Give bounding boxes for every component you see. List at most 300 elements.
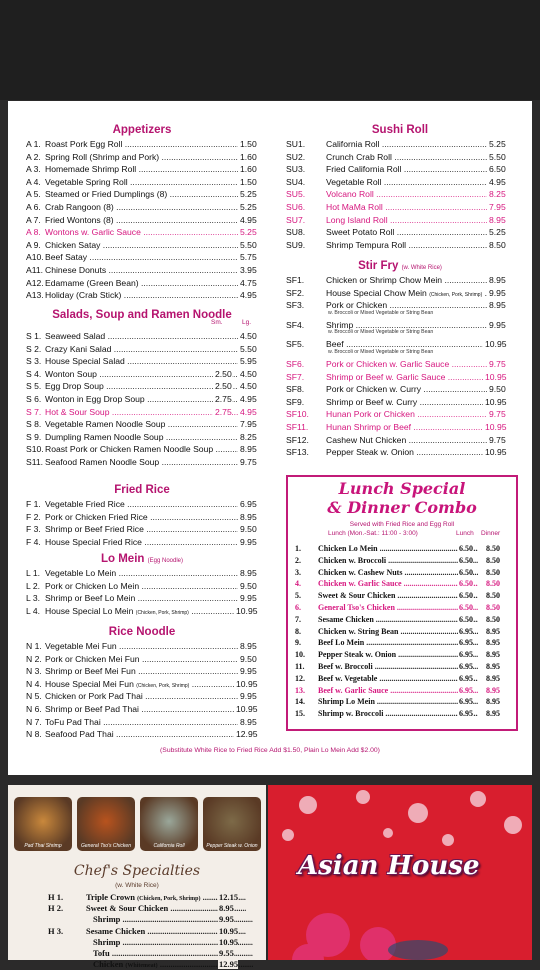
menu-item-row bbox=[286, 164, 514, 177]
item-code: A 5. bbox=[26, 189, 41, 200]
item-name bbox=[45, 278, 238, 288]
item-name-text: House Special Lo Mein bbox=[45, 605, 134, 616]
item-name bbox=[45, 369, 238, 379]
combo-dinner-price: 8.95 bbox=[486, 638, 500, 648]
combo-lunch-price: 6.95 bbox=[459, 626, 473, 636]
section-title-text: Fried Rice bbox=[114, 484, 170, 496]
combo-lunch-price: 6.50 bbox=[459, 614, 473, 624]
item-name bbox=[326, 275, 487, 285]
item-name bbox=[45, 152, 238, 162]
stir-fry-title bbox=[286, 260, 514, 272]
menu-item-row bbox=[26, 240, 258, 253]
section-title-text: Appetizers bbox=[112, 124, 172, 136]
item-name bbox=[45, 581, 238, 591]
item-name-text: Pork or Chicken Lo Mein bbox=[45, 580, 140, 591]
menu-item-row bbox=[26, 512, 258, 525]
fried-rice-title bbox=[26, 484, 258, 496]
item-price: 6.95 bbox=[240, 499, 257, 509]
combo-item-row bbox=[288, 697, 516, 709]
item-price: 5.25 bbox=[489, 139, 506, 149]
section-subtitle: (Egg Noodle) bbox=[147, 558, 183, 564]
item-price: 9.50 bbox=[240, 524, 257, 535]
item-name bbox=[45, 177, 238, 187]
combo-dinner-price: 8.95 bbox=[486, 626, 500, 636]
item-price: 1.60 bbox=[240, 151, 257, 162]
chef-item-name-text: Triple Crown bbox=[86, 892, 136, 902]
item-code: SU9. bbox=[286, 239, 306, 250]
item-price-small: 2.50 bbox=[215, 368, 232, 379]
combo-item-name bbox=[318, 638, 478, 647]
combo-item-name bbox=[318, 674, 478, 683]
menu-item-row bbox=[286, 384, 514, 397]
item-code: F 1. bbox=[26, 499, 41, 509]
item-price: 5.25 bbox=[489, 227, 506, 238]
item-code: A 6. bbox=[26, 202, 41, 212]
chef-specialties-panel bbox=[8, 785, 266, 970]
combo-item-row bbox=[288, 650, 516, 662]
item-code: N 6. bbox=[26, 704, 42, 714]
item-name-text: Pepper Steak w. Onion bbox=[326, 447, 414, 458]
item-name-text: Holiday (Crab Stick) bbox=[45, 290, 122, 301]
combo-lunch-price: 6.95 bbox=[459, 673, 473, 683]
item-price: 5.25 bbox=[240, 189, 257, 200]
item-name-text: Seafood Pad Thai bbox=[45, 729, 114, 740]
item-code: N 3. bbox=[26, 666, 42, 677]
combo-item-name-text: Sesame Chicken bbox=[318, 614, 374, 624]
item-name bbox=[45, 524, 238, 534]
combo-item-row bbox=[288, 591, 516, 603]
item-name-text: Steamed or Fried Dumplings (8) bbox=[45, 189, 168, 200]
menu-item-row bbox=[26, 369, 258, 382]
combo-hours: Lunch (Mon.-Sat.: 11:00 - 3:00) bbox=[328, 530, 418, 537]
combo-lunch-price: 6.50 bbox=[459, 555, 473, 565]
item-name bbox=[45, 265, 238, 275]
combo-lunch-price: 6.95 bbox=[459, 650, 473, 660]
item-name-text: Hunan Shrimp or Beef bbox=[326, 422, 412, 432]
item-code: SF5. bbox=[286, 339, 305, 350]
item-code: S 1. bbox=[26, 331, 42, 341]
menu-item-row bbox=[26, 189, 258, 202]
chef-item-row bbox=[48, 903, 258, 914]
item-name-text: Spring Roll (Shrimp and Pork) bbox=[45, 151, 160, 162]
combo-item-name bbox=[318, 627, 478, 636]
menu-item-row bbox=[286, 275, 514, 288]
combo-item-row bbox=[288, 627, 516, 639]
item-code: SF9. bbox=[286, 396, 305, 407]
sushi-title bbox=[286, 124, 514, 136]
item-name bbox=[326, 320, 487, 330]
item-name bbox=[326, 177, 487, 187]
combo-header bbox=[288, 530, 516, 540]
combo-item-number: 3. bbox=[295, 567, 301, 577]
item-name bbox=[45, 331, 238, 341]
item-code: SF7. bbox=[286, 371, 305, 382]
combo-item-name bbox=[318, 650, 478, 659]
menu-item-row bbox=[26, 407, 258, 420]
appetizers-title bbox=[26, 124, 258, 136]
menu-item-row bbox=[26, 139, 258, 152]
item-name bbox=[326, 397, 487, 407]
item-name-text: Hot & Sour Soup bbox=[45, 406, 110, 417]
item-code: SF2. bbox=[286, 287, 305, 298]
item-name bbox=[326, 300, 487, 310]
section-title-text: Salads, Soup and Ramen Noodle bbox=[52, 309, 232, 321]
combo-lunch-price: 6.50 bbox=[459, 579, 473, 589]
item-price: 4.95 bbox=[240, 214, 257, 225]
item-price: 10.95 bbox=[236, 678, 258, 689]
item-code: SU1. bbox=[286, 139, 306, 149]
chef-item-name-text: Shrimp bbox=[93, 936, 121, 947]
item-name-text: Pork or Chicken w. Garlic Sauce bbox=[326, 359, 450, 369]
item-name-text: Beef bbox=[326, 339, 344, 350]
item-name-text: Chicken Satay bbox=[45, 239, 101, 250]
item-name bbox=[326, 339, 487, 349]
item-code: S 9. bbox=[26, 431, 42, 442]
item-note: w. Broccoli or Mixed Vegetable or String Bean bbox=[328, 309, 434, 316]
combo-item-row bbox=[288, 568, 516, 580]
item-name bbox=[45, 568, 238, 578]
combo-lunch-price: 6.50 bbox=[459, 603, 473, 612]
item-name-text: Dumpling Ramen Noodle Soup bbox=[45, 431, 164, 442]
asian-house-logo: Asian House bbox=[298, 851, 480, 881]
item-name-text: Crazy Kani Salad bbox=[45, 343, 112, 354]
item-code: S 5. bbox=[26, 381, 42, 392]
chef-item-row bbox=[48, 914, 258, 925]
combo-item-number: 7. bbox=[295, 614, 301, 624]
item-code: SF1. bbox=[286, 275, 305, 285]
item-name-text: Egg Drop Soup bbox=[45, 381, 104, 392]
menu-item-row bbox=[286, 372, 514, 385]
chef-item-price: 10.95 bbox=[219, 925, 239, 936]
item-code: SF6. bbox=[286, 359, 305, 369]
item-code: N 2. bbox=[26, 653, 42, 664]
combo-dinner-price: 8.95 bbox=[486, 650, 500, 660]
item-price: 9.75 bbox=[489, 409, 506, 420]
item-price: 5.50 bbox=[240, 239, 257, 250]
menu-item-row bbox=[26, 419, 258, 432]
item-name-text: Pork or Chicken w. Curry bbox=[326, 384, 422, 395]
combo-item-row bbox=[288, 638, 516, 650]
chef-item-name-text: Sesame Chicken bbox=[86, 925, 146, 936]
combo-item-name bbox=[318, 697, 478, 706]
menu-item-row bbox=[26, 593, 258, 606]
item-name-text: Wontons w. Garlic Sauce bbox=[45, 227, 141, 238]
item-code: SF12. bbox=[286, 434, 309, 445]
combo-item-row bbox=[288, 662, 516, 674]
item-name bbox=[326, 435, 487, 445]
item-price: 5.75 bbox=[240, 252, 257, 263]
item-note: w. Broccoli or Mixed Vegetable or String Bean bbox=[328, 329, 434, 336]
item-name-text: House Special Mei Fun bbox=[45, 678, 134, 689]
chef-item-row bbox=[48, 959, 258, 970]
menu-item-row bbox=[26, 215, 258, 228]
item-name-text: Chicken or Shrimp Chow Mein bbox=[326, 275, 443, 285]
menu-item-row bbox=[26, 265, 258, 278]
item-code: SF3. bbox=[286, 300, 305, 311]
item-name-text: Chicken or Pork Pad Thai bbox=[45, 691, 143, 702]
combo-item-number: 9. bbox=[295, 638, 301, 648]
item-price: 4.75 bbox=[240, 277, 257, 288]
item-name-text: Seaweed Salad bbox=[45, 331, 106, 341]
combo-dinner-price: 8.50 bbox=[486, 544, 500, 553]
item-name bbox=[45, 164, 238, 174]
combo-lunch-price: 6.50 bbox=[459, 544, 473, 553]
combo-dinner-price: 8.50 bbox=[486, 579, 500, 589]
item-note: w. Broccoli or Mixed Vegetable or String Bean bbox=[328, 349, 434, 355]
food-photo-caption: General Tso's Chicken bbox=[81, 843, 131, 849]
item-name bbox=[326, 202, 487, 212]
chef-item-code: H 2. bbox=[48, 903, 64, 914]
item-price: 5.25 bbox=[240, 202, 257, 212]
item-name bbox=[45, 432, 238, 442]
item-name-text: Vegetable Spring Roll bbox=[45, 176, 128, 187]
item-code: N 5. bbox=[26, 691, 42, 702]
item-price: 4.95 bbox=[240, 406, 257, 417]
combo-served-note: Served with Fried Rice and Egg Roll bbox=[349, 521, 455, 528]
item-name bbox=[326, 384, 487, 394]
item-price: 9.50 bbox=[240, 653, 257, 664]
item-code: L 1. bbox=[26, 568, 41, 578]
menu-item-row bbox=[26, 177, 258, 190]
size-large-header: Lg. bbox=[242, 319, 252, 326]
item-code: A 8. bbox=[26, 227, 41, 238]
combo-item-name bbox=[318, 603, 478, 612]
combo-item-name-text: Chicken w. Garlic Sauce bbox=[318, 579, 402, 589]
combo-item-row bbox=[288, 603, 516, 615]
item-name-text: Vegetable Fried Rice bbox=[45, 499, 125, 509]
item-name bbox=[326, 240, 487, 250]
item-name bbox=[326, 359, 487, 369]
menu-item-row bbox=[26, 331, 258, 344]
item-price: 4.50 bbox=[240, 381, 257, 392]
item-code: S 6. bbox=[26, 394, 42, 404]
item-code: SF8. bbox=[286, 384, 305, 395]
size-small-header: Sm. bbox=[211, 319, 223, 326]
combo-item-name bbox=[318, 686, 478, 695]
item-price: 3.95 bbox=[240, 265, 257, 275]
menu-item-row bbox=[26, 524, 258, 537]
item-code: SU2. bbox=[286, 151, 306, 162]
menu-item-row bbox=[286, 422, 514, 435]
combo-lunch-price: 6.95 bbox=[459, 697, 473, 707]
chef-item-price: 12.95 bbox=[219, 959, 239, 970]
item-price: 8.25 bbox=[489, 189, 506, 200]
item-name-text: Edamame (Green Bean) bbox=[45, 277, 139, 288]
item-code: S11. bbox=[26, 457, 44, 467]
item-code: SF11. bbox=[286, 422, 309, 432]
item-name-text: Beef Satay bbox=[45, 252, 88, 263]
chef-item-price: 10.95 bbox=[219, 936, 239, 947]
menu-item-row bbox=[26, 691, 258, 704]
food-photo-caption: Pad Thai Shrimp bbox=[24, 843, 62, 849]
item-code: F 4. bbox=[26, 536, 41, 547]
item-code: SF4. bbox=[286, 319, 305, 330]
item-name-text: Wonton Soup bbox=[45, 368, 97, 379]
chef-item-price: 9.95 bbox=[219, 914, 234, 925]
item-name bbox=[326, 288, 487, 298]
item-price: 10.95 bbox=[485, 396, 507, 407]
combo-item-name bbox=[318, 568, 478, 577]
menu-item-row bbox=[286, 139, 514, 152]
item-name-text: Homemade Shrimp Roll bbox=[45, 164, 137, 175]
item-price: 5.25 bbox=[240, 227, 257, 238]
menu-item-row bbox=[286, 227, 514, 240]
item-price: 10.95 bbox=[485, 422, 507, 432]
item-price: 9.75 bbox=[489, 359, 506, 369]
menu-item-row bbox=[26, 152, 258, 165]
menu-item-row bbox=[26, 606, 258, 619]
item-price: 9.95 bbox=[240, 666, 257, 677]
item-price: 10.95 bbox=[236, 605, 258, 616]
chef-item-name-text: Chicken bbox=[93, 959, 124, 970]
item-name-text: Shrimp or Beef w. Curry bbox=[326, 396, 418, 407]
item-name-text: House Special Chow Mein bbox=[326, 287, 427, 298]
chef-item-name-text: Tofu bbox=[93, 948, 110, 958]
item-name bbox=[45, 202, 238, 212]
item-price: 8.95 bbox=[240, 716, 257, 727]
menu-item-row bbox=[286, 177, 514, 190]
combo-item-number: 4. bbox=[295, 579, 301, 589]
item-name bbox=[45, 215, 238, 225]
item-code: SU4. bbox=[286, 176, 306, 187]
food-photo bbox=[14, 797, 72, 851]
menu-item-row bbox=[26, 227, 258, 240]
item-price: 4.95 bbox=[240, 394, 257, 404]
item-name-text: Shrimp bbox=[326, 319, 354, 330]
item-price: 9.95 bbox=[489, 319, 506, 330]
item-price: 5.50 bbox=[489, 151, 506, 162]
combo-item-number: 2. bbox=[295, 555, 301, 565]
item-name bbox=[45, 691, 238, 701]
item-price: 5.50 bbox=[240, 343, 257, 354]
combo-item-name-text: Shrimp w. Broccoli bbox=[318, 709, 384, 719]
item-name-text: Crunch Crab Roll bbox=[326, 151, 392, 162]
combo-item-name bbox=[318, 556, 478, 565]
item-price: 8.95 bbox=[489, 214, 506, 225]
item-price: 10.95 bbox=[236, 704, 258, 714]
chef-item-price: 8.95 bbox=[219, 903, 234, 914]
chef-item-price: 9.55 bbox=[219, 948, 234, 958]
item-name-text: Seafood Ramen Noodle Soup bbox=[45, 457, 160, 467]
item-code: S 7. bbox=[26, 406, 42, 417]
item-name-text: Volcano Roll bbox=[326, 189, 374, 200]
item-name-text: Cashew Nut Chicken bbox=[326, 434, 407, 445]
menu-item-row bbox=[26, 457, 258, 470]
combo-item-name-text: General Tso's Chicken bbox=[318, 603, 395, 612]
chef-item-row bbox=[48, 937, 258, 948]
combo-title-line1: Lunch Special bbox=[338, 479, 466, 498]
item-name-text: Pork or Chicken Mei Fun bbox=[45, 653, 140, 664]
combo-dinner-price: 8.50 bbox=[486, 603, 500, 612]
item-price: 9.50 bbox=[240, 580, 257, 591]
combo-dinner-price: 8.95 bbox=[486, 697, 500, 707]
combo-dinner-price: 8.95 bbox=[486, 673, 500, 683]
chef-item-name-text: Shrimp bbox=[93, 914, 121, 925]
menu-item-row bbox=[26, 581, 258, 594]
menu-item-row bbox=[286, 359, 514, 372]
salads-title bbox=[26, 309, 258, 321]
menu-item-row bbox=[26, 499, 258, 512]
item-code: N 1. bbox=[26, 641, 42, 651]
menu-item-row bbox=[26, 568, 258, 581]
substitute-note: (Substitute White Rice to Fried Rice Add $1.50, Plain Lo Mein Add $2.00) bbox=[160, 747, 380, 754]
item-name-text: Wonton in Egg Drop Soup bbox=[45, 394, 145, 404]
menu-item-row bbox=[26, 537, 258, 550]
item-name bbox=[326, 189, 487, 199]
combo-item-name-text: Beef w. Garlic Sauce bbox=[318, 685, 389, 695]
chef-item-row bbox=[48, 926, 258, 937]
item-price: 10.95 bbox=[485, 447, 507, 458]
item-name-text: Shrimp or Beef Lo Mein bbox=[45, 593, 136, 604]
item-price: 7.95 bbox=[489, 202, 506, 212]
item-price: 9.95 bbox=[240, 536, 257, 547]
item-name-text: Shrimp or Beef w. Garlic Sauce bbox=[326, 371, 446, 382]
item-code: A 9. bbox=[26, 239, 41, 250]
food-photo bbox=[203, 797, 261, 851]
combo-item-number: 10. bbox=[295, 650, 305, 660]
menu-item-row bbox=[286, 189, 514, 202]
lo-mein-title bbox=[26, 553, 258, 565]
item-price: 9.75 bbox=[489, 434, 506, 445]
menu-item-row bbox=[26, 344, 258, 357]
menu-item-row bbox=[26, 164, 258, 177]
item-code: A 3. bbox=[26, 164, 41, 175]
chef-specialties-title: Chef's Specialties bbox=[73, 863, 201, 879]
item-code: N 8. bbox=[26, 729, 42, 740]
menu-item-row bbox=[26, 729, 258, 742]
chef-item-code: H 1. bbox=[48, 892, 64, 902]
item-code: S 8. bbox=[26, 419, 42, 430]
item-code: A11. bbox=[26, 265, 44, 275]
combo-item-row bbox=[288, 674, 516, 686]
item-name bbox=[45, 512, 238, 522]
item-name bbox=[45, 252, 238, 262]
combo-item-number: 11. bbox=[295, 662, 305, 671]
item-price: 1.60 bbox=[240, 164, 257, 175]
combo-dinner-price: 8.95 bbox=[486, 685, 500, 695]
item-price: 9.95 bbox=[240, 593, 257, 604]
combo-item-name-text: Beef Lo Mein bbox=[318, 638, 365, 648]
item-code: A13. bbox=[26, 290, 44, 301]
combo-item-number: 12. bbox=[295, 673, 305, 683]
combo-item-row bbox=[288, 544, 516, 556]
combo-item-name-text: Chicken Lo Mein bbox=[318, 544, 378, 553]
item-code: L 2. bbox=[26, 580, 41, 591]
menu-item-row bbox=[26, 356, 258, 369]
item-name-text: House Special Fried Rice bbox=[45, 536, 142, 547]
item-name bbox=[45, 679, 238, 689]
menu-item-row bbox=[286, 152, 514, 165]
item-name-text: Roast Pork Egg Roll bbox=[45, 139, 123, 149]
combo-item-number: 13. bbox=[295, 685, 305, 695]
combo-item-name-text: Chicken w. Cashew Nuts bbox=[318, 567, 403, 577]
item-name-text: Pork or Chicken Fried Rice bbox=[45, 511, 148, 522]
item-price: 8.95 bbox=[240, 511, 257, 522]
combo-lunch-price: 6.95 bbox=[459, 685, 473, 695]
item-code: S10. bbox=[26, 444, 44, 455]
section-subtitle: (w. White Rice) bbox=[401, 265, 442, 271]
item-code: SU3. bbox=[286, 164, 306, 175]
menu-item-row bbox=[286, 215, 514, 228]
chef-item-row bbox=[48, 948, 258, 959]
item-code: A10. bbox=[26, 252, 44, 263]
rice-noodle-title bbox=[26, 626, 258, 638]
item-code: SU5. bbox=[286, 189, 306, 200]
item-name-text: Hot MaMa Roll bbox=[326, 202, 383, 212]
item-name bbox=[326, 215, 487, 225]
item-price: 1.50 bbox=[240, 176, 257, 187]
combo-lunch-price: 6.95 bbox=[459, 709, 473, 719]
